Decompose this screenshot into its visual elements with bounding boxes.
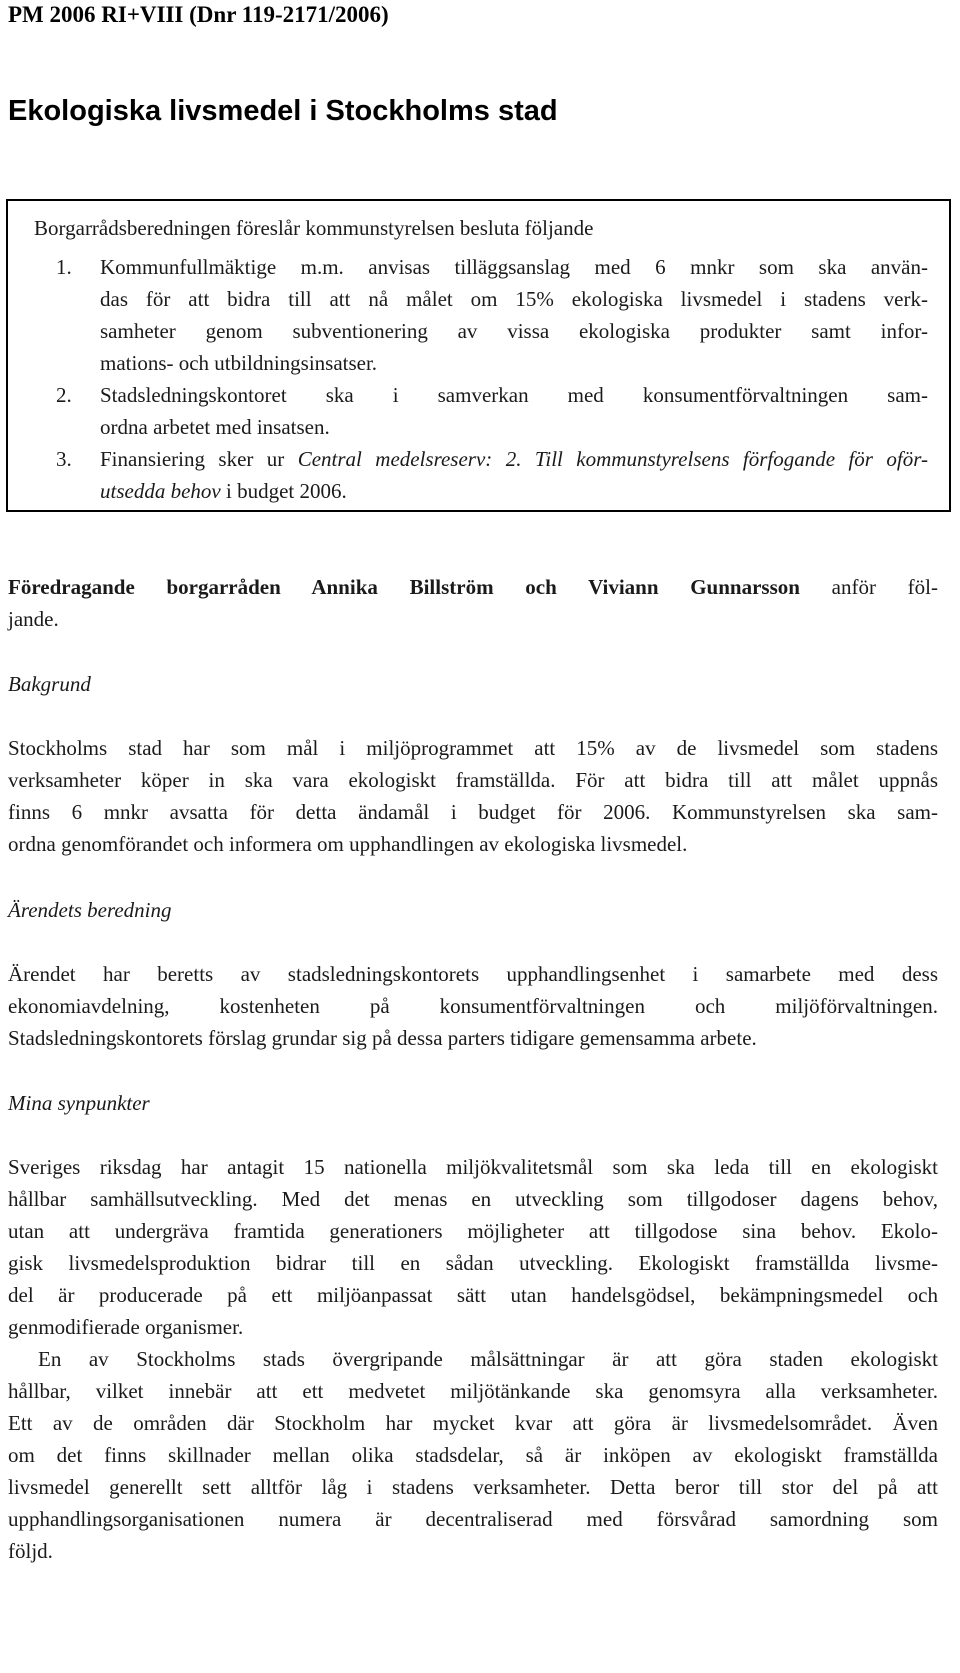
beredning-line-1: Ärendet har beretts av stadsledningskontorets upphandlingsenhet i samarbete med dess (8, 962, 938, 986)
item3-line-1 (100, 447, 928, 471)
presenters-names: Föredragande borgarråden Annika Billström och Viviann Gunnarsson (8, 575, 800, 599)
synpunkter-p2-line-2: hållbar, vilket innebär att ett medvetet miljötänkande ska genomsyra alla verksamheter. (8, 1379, 938, 1403)
item1-line-1: Kommunfullmäktige m.m. anvisas tilläggsanslag med 6 mnkr som ska använ- (100, 255, 928, 279)
synpunkter-line-6: genmodifierade organismer. (8, 1315, 244, 1339)
item2-line-2: ordna arbetet med insatsen. (100, 415, 330, 439)
item-number-2: 2. (56, 383, 72, 407)
item3-pre: Finansiering sker ur (100, 447, 298, 471)
section-heading-synpunkter: Mina synpunkter (8, 1091, 150, 1115)
item2-line-1: Stadsledningskontoret ska i samverkan med konsumentförvaltningen sam- (100, 383, 928, 407)
page-title: Ekologiska livsmedel i Stockholms stad (8, 95, 558, 127)
bakgrund-line-4: ordna genomförandet och informera om upphandlingen av ekologiska livsmedel. (8, 832, 688, 856)
beredning-line-2: ekonomiavdelning, kostenheten på konsumentförvaltningen och miljöförvaltningen. (8, 994, 938, 1018)
item1-line-4: mations- och utbildningsinsatser. (100, 351, 378, 375)
presenters-line-2: jande. (8, 607, 59, 631)
item-number-3: 3. (56, 447, 72, 471)
beredning-line-3: Stadsledningskontorets förslag grundar sig på dessa parters tidigare gemensamma arbete. (8, 1026, 757, 1050)
bakgrund-line-3: finns 6 mnkr avsatta för detta ändamål i budget för 2006. Kommunstyrelsen ska sam- (8, 800, 938, 824)
synpunkter-line-4: gisk livsmedelsproduktion bidrar till en sådan utveckling. Ekologiskt framställda livsme- (8, 1251, 938, 1275)
document-reference: PM 2006 RI+VIII (Dnr 119-2171/2006) (8, 2, 389, 27)
proposal-intro: Borgarrådsberedningen föreslår kommunstyrelsen besluta följande (34, 216, 594, 240)
synpunkter-p2-line-7: följd. (8, 1539, 53, 1563)
synpunkter-p2-line-5: livsmedel generellt sett alltför låg i stadens verksamheter. Detta beror till stor del på att (8, 1475, 938, 1499)
presenters-line-1 (8, 575, 938, 599)
item3-italic-2: utsedda behov (100, 479, 221, 503)
section-heading-bakgrund: Bakgrund (8, 672, 91, 696)
item1-line-3: samheter genom subventionering av vissa ekologiska produkter samt infor- (100, 319, 928, 343)
synpunkter-line-1: Sveriges riksdag har antagit 15 nationella miljökvalitetsmål som ska leda till en ekologiskt (8, 1155, 938, 1179)
presenters-rest-1: anför föl- (799, 575, 938, 599)
synpunkter-line-5: del är producerade på ett miljöanpassat sätt utan handelsgödsel, bekämpningsmedel och (8, 1283, 938, 1307)
bakgrund-line-1: Stockholms stad har som mål i miljöprogrammet att 15% av de livsmedel som stadens (8, 736, 938, 760)
bakgrund-line-2: verksamheter köper in ska vara ekologiskt framställda. För att bidra till att målet uppnås (8, 768, 938, 792)
item3-line-2 (100, 479, 347, 503)
synpunkter-p2-line-4: om det finns skillnader mellan olika stadsdelar, så är inköpen av ekologiskt framställda (8, 1443, 938, 1467)
section-heading-beredning: Ärendets beredning (8, 898, 172, 922)
synpunkter-p2-line-1: En av Stockholms stads övergripande målsättningar är att göra staden ekologiskt (38, 1347, 938, 1371)
synpunkter-p2-line-3: Ett av de områden där Stockholm har mycket kvar att göra är livsmedelsområdet. Även (8, 1411, 938, 1435)
item3-italic-1: Central medelsreserv: 2. Till kommunstyrelsens förfogande för oför- (297, 447, 928, 471)
synpunkter-line-2: hållbar samhällsutveckling. Med det menas en utveckling som tillgodoser dagens behov, (8, 1187, 938, 1211)
item3-post: i budget 2006. (220, 479, 347, 503)
item1-line-2: das för att bidra till att nå målet om 15% ekologiska livsmedel i stadens verk- (100, 287, 928, 311)
item-number-1: 1. (56, 255, 72, 279)
synpunkter-line-3: utan att undergräva framtida generationers möjligheter att tillgodose sina behov. Ekolo- (8, 1219, 938, 1243)
synpunkter-p2-line-6: upphandlingsorganisationen numera är decentraliserad med försvårad samordning som (8, 1507, 938, 1531)
